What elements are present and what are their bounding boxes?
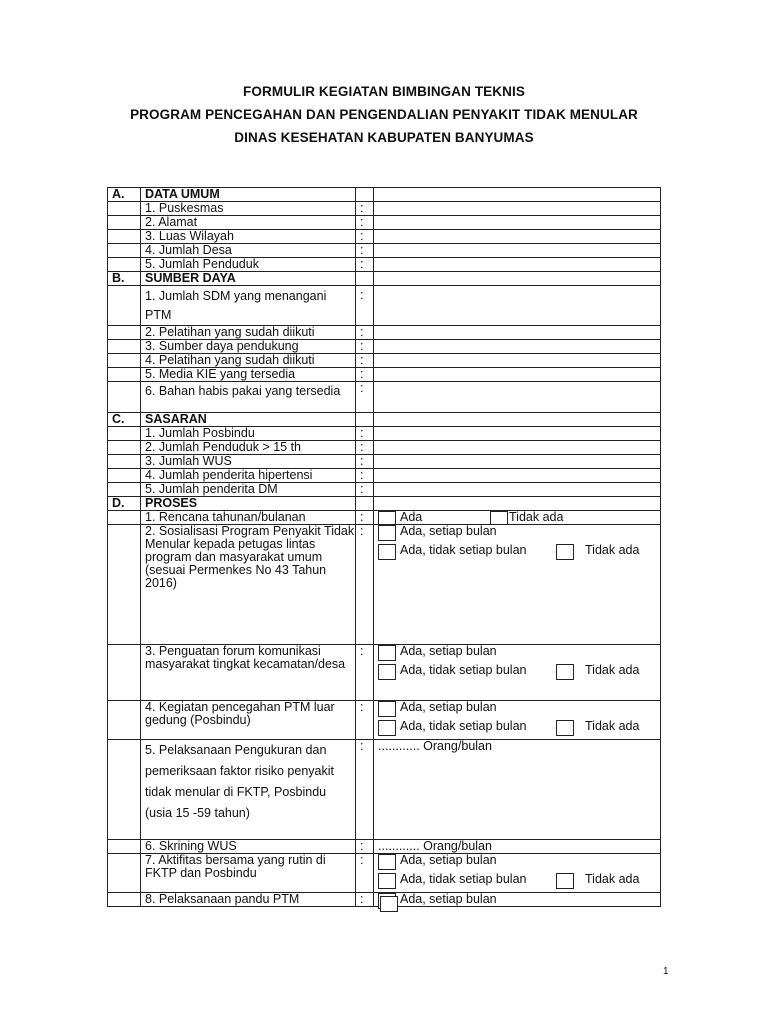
item-label: 5. Jumlah Penduduk [141, 258, 356, 272]
table-row: 3. Luas Wilayah : [108, 230, 661, 244]
item-label: 4. Jumlah penderita hipertensi [141, 469, 356, 483]
answer-field[interactable] [374, 441, 661, 455]
answer-field[interactable] [374, 202, 661, 216]
checkbox-ada-setiap-bulan[interactable] [378, 645, 396, 661]
checkbox-tidak-ada[interactable] [556, 873, 574, 889]
form-title: FORMULIR KEGIATAN BIMBINGAN TEKNIS [243, 84, 525, 99]
section-title: SASARAN [141, 413, 356, 427]
document-header [0, 80, 768, 149]
answer-field[interactable] [374, 427, 661, 441]
item-label: 3. Sumber daya pendukung [141, 340, 356, 354]
checkbox-tidak-ada[interactable] [490, 511, 508, 525]
item-label: 3. Jumlah WUS [141, 455, 356, 469]
item-label: 1. Jumlah SDM yang menangani PTM [141, 286, 356, 326]
option-label: Ada, tidak setiap bulan [400, 872, 527, 886]
checkbox-ada-tidak-setiap-bulan[interactable] [378, 720, 396, 736]
option-label: Ada [400, 510, 423, 524]
item-label: 6. Bahan habis pakai yang tersedia [141, 382, 356, 413]
page-number: 1 [663, 966, 669, 977]
item-label: 7. Aktifitas bersama yang rutin di FKTP dan Posbindu [141, 854, 356, 893]
checkbox-tidak-ada[interactable] [556, 720, 574, 736]
section-a-header [108, 188, 661, 202]
section-b-header [108, 272, 661, 286]
agency-title: DINAS KESEHATAN KABUPATEN BANYUMAS [234, 130, 534, 145]
table-row: 3. Sumber daya pendukung : [108, 340, 661, 354]
table-row: 1. Rencana tahunan/bulanan : Ada Tidak ada [108, 511, 661, 525]
section-title: PROSES [141, 497, 356, 511]
option-label: Ada, setiap bulan [400, 524, 497, 538]
option-label: Ada, tidak setiap bulan [400, 543, 527, 557]
checkbox-ada-tidak-setiap-bulan[interactable] [380, 896, 398, 912]
option-label: Tidak ada [585, 663, 640, 677]
answer-field[interactable] [374, 216, 661, 230]
option-label: Ada, tidak setiap bulan [400, 663, 527, 677]
option-label: Ada, setiap bulan [400, 700, 497, 714]
table-row: 5. Media KIE yang tersedia : [108, 368, 661, 382]
checkbox-tidak-ada[interactable] [556, 664, 574, 680]
orang-bulan-field[interactable]: ............ Orang/bulan [374, 740, 661, 840]
item-label: 2. Pelatihan yang sudah diikuti [141, 326, 356, 340]
table-row: 1. Jumlah SDM yang menangani PTM : [108, 286, 661, 326]
item-label: 3. Luas Wilayah [141, 230, 356, 244]
table-row: 1. Jumlah Posbindu : [108, 427, 661, 441]
table-row: 5. Jumlah penderita DM : [108, 483, 661, 497]
checkbox-ada-tidak-setiap-bulan[interactable] [378, 544, 396, 560]
table-row: 2. Alamat : [108, 216, 661, 230]
item-label: 4. Kegiatan pencegahan PTM luar gedung (Posbindu) [141, 701, 356, 740]
table-row: 4. Jumlah penderita hipertensi : [108, 469, 661, 483]
option-label: Ada, tidak setiap bulan [400, 719, 527, 733]
table-row: 4. Jumlah Desa : [108, 244, 661, 258]
answer-field[interactable] [374, 368, 661, 382]
option-label: Ada, setiap bulan [400, 644, 497, 658]
item-label: 5. Pelaksanaan Pengukuran dan pemeriksaan faktor risiko penyakit tidak menular di FKTP, Posbindu (usia 15 -59 tahun) [141, 740, 356, 840]
table-row: 2. Pelatihan yang sudah diikuti : [108, 326, 661, 340]
answer-field[interactable] [374, 326, 661, 340]
option-label: Ada, setiap bulan [400, 853, 497, 867]
answer-field[interactable] [374, 483, 661, 497]
section-code: A. [108, 188, 141, 202]
item-label: 1. Puskesmas [141, 202, 356, 216]
table-row: 3. Penguatan forum komunikasi masyarakat tingkat kecamatan/desa : Ada, setiap bulan Ada, tidak setiap bulan Tidak ada [108, 645, 661, 701]
table-row: 3. Jumlah WUS : [108, 455, 661, 469]
option-label: Tidak ada [585, 719, 640, 733]
option-label: Tidak ada [585, 543, 640, 557]
item-label: 3. Penguatan forum komunikasi masyarakat tingkat kecamatan/desa [141, 645, 356, 701]
item-label: 4. Jumlah Desa [141, 244, 356, 258]
section-code: C. [108, 413, 141, 427]
item-label: 6. Skrining WUS [141, 840, 356, 854]
table-row: 6. Bahan habis pakai yang tersedia : [108, 382, 661, 413]
section-title: SUMBER DAYA [141, 272, 356, 286]
answer-field[interactable] [374, 469, 661, 483]
option-label: Tidak ada [585, 872, 640, 886]
table-row: 7. Aktifitas bersama yang rutin di FKTP dan Posbindu : Ada, setiap bulan Ada, tidak setiap bulan Tidak ada [108, 854, 661, 893]
checkbox-tidak-ada[interactable] [556, 544, 574, 560]
answer-field[interactable] [374, 230, 661, 244]
table-row: 5. Pelaksanaan Pengukuran dan pemeriksaan faktor risiko penyakit tidak menular di FKTP, Posbindu (usia 15 -59 tahun) : ............ Orang/bulan [108, 740, 661, 840]
section-code: D. [108, 497, 141, 511]
section-c-header [108, 413, 661, 427]
orang-bulan-field[interactable]: ............ Orang/bulan [374, 840, 661, 854]
answer-field[interactable] [374, 244, 661, 258]
section-title: DATA UMUM [141, 188, 356, 202]
item-label: 1. Jumlah Posbindu [141, 427, 356, 441]
table-row: 4. Kegiatan pencegahan PTM luar gedung (Posbindu) : Ada, setiap bulan Ada, tidak setiap bulan Tidak ada [108, 701, 661, 740]
answer-field[interactable] [374, 286, 661, 326]
table-row: 6. Skrining WUS : ............ Orang/bulan [108, 840, 661, 854]
checkbox-ada-setiap-bulan[interactable] [378, 854, 396, 870]
item-label: 1. Rencana tahunan/bulanan [141, 511, 356, 525]
program-title: PROGRAM PENCEGAHAN DAN PENGENDALIAN PENYAKIT TIDAK MENULAR [130, 107, 638, 122]
table-row: 4. Pelatihan yang sudah diikuti : [108, 354, 661, 368]
table-row: 2. Jumlah Penduduk > 15 th : [108, 441, 661, 455]
table-row: 1. Puskesmas : [108, 202, 661, 216]
answer-field[interactable] [374, 258, 661, 272]
checkbox-ada[interactable] [378, 511, 396, 525]
item-label: 2. Alamat [141, 216, 356, 230]
checkbox-ada-setiap-bulan[interactable] [378, 525, 396, 541]
table-row: 2. Sosialisasi Program Penyakit Tidak Menular kepada petugas lintas program dan masyarakat umum (sesuai Permenkes No 43 Tahun 2016) : Ada, setiap bulan Ada, tidak setiap bulan Tidak ada [108, 525, 661, 645]
answer-field[interactable] [374, 340, 661, 354]
answer-field[interactable] [374, 382, 661, 413]
item-label: 8. Pelaksanaan pandu PTM [141, 893, 356, 907]
section-d-header [108, 497, 661, 511]
option-label: Tidak ada [509, 510, 564, 524]
section-code: B. [108, 272, 141, 286]
checkbox-ada-tidak-setiap-bulan[interactable] [378, 664, 396, 680]
item-label: 2. Sosialisasi Program Penyakit Tidak Menular kepada petugas lintas program dan masyarakat umum (sesuai Permenkes No 43 Tahun 2016) [141, 525, 356, 645]
checkbox-ada-setiap-bulan[interactable] [378, 701, 396, 717]
checkbox-ada-tidak-setiap-bulan[interactable] [378, 873, 396, 889]
answer-field[interactable] [374, 455, 661, 469]
item-label: 2. Jumlah Penduduk > 15 th [141, 441, 356, 455]
item-label: 5. Media KIE yang tersedia [141, 368, 356, 382]
form-table [107, 187, 661, 907]
item-label: 4. Pelatihan yang sudah diikuti [141, 354, 356, 368]
table-row: 8. Pelaksanaan pandu PTM : Ada, setiap bulan [108, 893, 661, 907]
table-row: 5. Jumlah Penduduk : [108, 258, 661, 272]
option-label: Ada, setiap bulan [400, 892, 497, 906]
answer-field[interactable] [374, 354, 661, 368]
item-label: 5. Jumlah penderita DM [141, 483, 356, 497]
